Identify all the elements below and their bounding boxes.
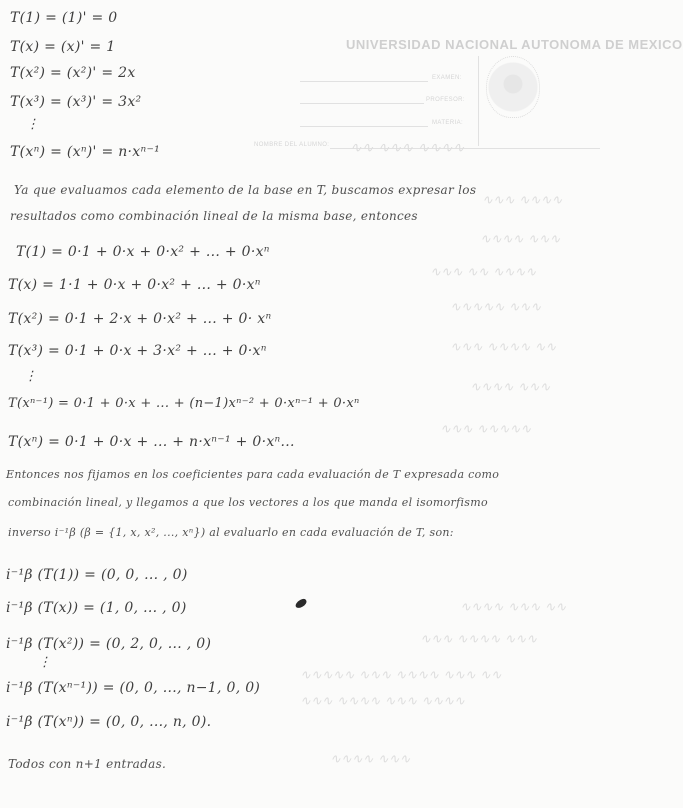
derivative-line-3: T(x²) = (x²)' = 2x — [10, 65, 136, 81]
paragraph-1-line-1: Ya que evaluamos cada elemento de la base en T, buscamos expresar los — [14, 183, 477, 197]
combination-line-n: T(xⁿ) = 0·1 + 0·x + ... + n·xⁿ⁻¹ + 0·xⁿ... — [8, 434, 295, 450]
bleed-through-writing: ∿∿∿ ∿∿∿∿ ∿∿∿ — [420, 632, 538, 647]
closing-note: Todos con n+1 entradas. — [8, 757, 167, 771]
paragraph-2-line-3: inverso i⁻¹β (β = {1, x, x², ..., xⁿ}) al evaluarlo en cada evaluación de T, son: — [8, 526, 454, 539]
combination-line-4: T(x³) = 0·1 + 0·x + 3·x² + ... + 0·xⁿ — [8, 343, 267, 359]
paragraph-2-line-1: Entonces nos fijamos en los coeficientes para cada evaluación de T expresada como — [6, 468, 500, 481]
vertical-dots: ⋮ — [38, 655, 52, 670]
vector-line-2: i⁻¹β (T(x)) = (1, 0, ... , 0) — [6, 600, 187, 616]
vertical-dots: ⋮ — [26, 117, 40, 132]
ghost-line — [300, 103, 424, 104]
ghost-field-exam: EXAMEN: — [432, 75, 462, 81]
bleed-through-writing: ∿∿∿∿∿ ∿∿∿ — [450, 300, 542, 315]
combination-line-1: T(1) = 0·1 + 0·x + 0·x² + ... + 0·xⁿ — [16, 244, 270, 260]
bleed-through-writing: ∿∿∿ ∿∿ ∿∿∿∿ — [430, 265, 537, 280]
bleed-through-writing: ∿∿∿ ∿∿∿∿ — [482, 193, 563, 208]
bleed-through-writing: ∿∿∿ ∿∿∿∿ ∿∿ — [450, 340, 557, 355]
vector-line-n: i⁻¹β (T(xⁿ)) = (0, 0, ..., n, 0). — [6, 714, 212, 730]
ghost-line — [478, 56, 479, 146]
derivative-line-2: T(x) = (x)' = 1 — [10, 39, 116, 55]
ghost-line — [300, 81, 428, 82]
combination-line-3: T(x²) = 0·1 + 2·x + 0·x² + ... + 0· xⁿ — [8, 311, 272, 327]
vector-line-3: i⁻¹β (T(x²)) = (0, 2, 0, ... , 0) — [6, 636, 212, 652]
bleed-through-writing: ∿∿∿∿ ∿∿∿ ∿∿ — [460, 600, 567, 615]
combination-line-n-minus-1: T(xⁿ⁻¹) = 0·1 + 0·x + ... + (n−1)xⁿ⁻² + 0·xⁿ⁻¹ + 0·xⁿ — [8, 396, 360, 411]
bleed-through-writing: ∿∿∿ ∿∿∿∿ ∿∿∿ ∿∿∿∿ — [300, 694, 465, 709]
bleed-through-writing: ∿∿∿ ∿∿∿∿∿ — [440, 422, 532, 437]
ghost-field-professor: PROFESOR: — [426, 97, 465, 103]
combination-line-2: T(x) = 1·1 + 0·x + 0·x² + ... + 0·xⁿ — [8, 277, 261, 293]
derivative-line-1: T(1) = (1)' = 0 — [10, 10, 118, 26]
university-seal — [486, 56, 540, 118]
ghost-field-student: NOMBRE DEL ALUMNO: — [254, 142, 330, 148]
ghost-field-subject: MATERIA: — [432, 120, 464, 126]
vector-line-n-minus-1: i⁻¹β (T(xⁿ⁻¹)) = (0, 0, ..., n−1, 0, 0) — [6, 680, 261, 696]
vertical-dots: ⋮ — [24, 369, 38, 384]
vector-line-1: i⁻¹β (T(1)) = (0, 0, ... , 0) — [6, 567, 188, 583]
bleed-through-writing: ∿∿∿∿ ∿∿∿ — [330, 752, 411, 767]
derivative-line-4: T(x³) = (x³)' = 3x² — [10, 94, 142, 110]
bleed-through-writing: ∿∿∿∿∿ ∿∿∿ ∿∿∿∿ ∿∿∿ ∿∿ — [300, 668, 502, 683]
bleed-through-writing: ∿∿∿∿ ∿∿∿ — [470, 380, 551, 395]
ghost-line — [300, 126, 428, 127]
paragraph-2-line-2: combinación lineal, y llegamos a que los vectores a los que manda el isomorfismo — [8, 496, 488, 509]
derivative-line-n: T(xⁿ) = (xⁿ)' = n·xⁿ⁻¹ — [10, 144, 161, 160]
paragraph-1-line-2: resultados como combinación lineal de la misma base, entonces — [10, 209, 418, 223]
bleed-through-writing: ∿∿∿∿ ∿∿∿ — [480, 232, 561, 247]
institution-watermark: UNIVERSIDAD NACIONAL AUTONOMA DE MEXICO — [346, 37, 683, 52]
bleed-through-writing: ∿∿ ∿∿∿ ∿∿∿∿ — [350, 140, 465, 156]
ink-blot — [294, 598, 308, 610]
